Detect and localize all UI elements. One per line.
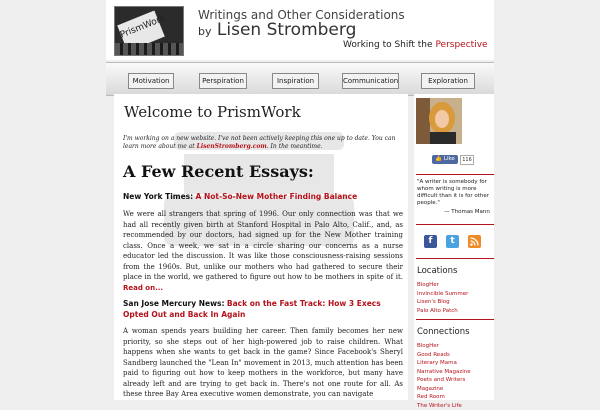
list-item xyxy=(417,298,468,307)
connection-link[interactable]: Literary Mama xyxy=(417,360,457,366)
connection-link[interactable]: Red Room xyxy=(417,394,445,400)
intro-body: I'm working on a new website. I've not been actively keeping this one up to date. You can learn more about me at xyxy=(123,135,395,150)
location-link[interactable]: Invincible Summer xyxy=(417,291,468,297)
essay2-source: San Jose Mercury News: xyxy=(123,299,225,308)
tagline xyxy=(343,40,488,50)
tagline-prefix: Working to Shift the xyxy=(343,40,433,50)
like-label: Like xyxy=(444,156,455,162)
essay1-heading xyxy=(123,192,357,201)
connection-link[interactable]: Narrative Magazine xyxy=(417,369,471,375)
essay2-title-link[interactable]: Back on the Fast Track: How 3 Execs Opted Out and Back In Again xyxy=(123,299,381,319)
page-title: Welcome to PrismWork xyxy=(124,103,301,121)
site-title-line2 xyxy=(198,20,356,40)
connections-heading: Connections xyxy=(417,327,470,337)
like-count: 116 xyxy=(460,155,474,165)
intro-link[interactable]: LisenStromberg.com xyxy=(197,143,267,150)
essay2-body: A woman spends years building her career. Then family becomes her new priority, so she steps out of her high-powered job to raise children. What happens when she wants to get back in the game? Since Facebook's Sheryl Sandberg launched the "Lean In" movement in 2013, much attention has been paid to figuring out how to keep mothers in the workforce, but many have already left and are trying to get back in. There's not one route for all. As these three Bay Area executive women demonstrate, you can navigate xyxy=(123,326,403,400)
nav-communication[interactable]: Communication xyxy=(342,73,399,89)
author-name: Lisen Stromberg xyxy=(217,20,356,40)
list-item xyxy=(417,351,471,360)
read-on-link[interactable]: Read on... xyxy=(123,284,163,292)
nav-motivation[interactable]: Motivation xyxy=(128,73,174,89)
connection-link[interactable]: The Writer's Life xyxy=(417,403,462,409)
tagline-highlight: Perspective xyxy=(435,40,487,50)
location-link[interactable]: Palo Alto Patch xyxy=(417,308,458,314)
connection-link[interactable]: Magazine xyxy=(417,386,443,392)
connection-link[interactable]: BlogHer xyxy=(417,343,439,349)
list-item xyxy=(417,307,468,316)
facebook-icon[interactable]: f xyxy=(424,235,437,248)
location-link[interactable]: BlogHer xyxy=(417,282,439,288)
locations-list xyxy=(417,281,468,315)
list-item xyxy=(417,368,471,377)
main-nav xyxy=(106,62,494,96)
essays-heading: A Few Recent Essays: xyxy=(123,162,314,181)
sidebar-quote: "A writer is somebody for whom writing is more difficult than it is for other people." xyxy=(417,179,493,207)
list-item xyxy=(417,290,468,299)
divider xyxy=(416,258,494,259)
list-item xyxy=(417,342,471,351)
connections-list xyxy=(417,342,471,410)
list-item xyxy=(417,402,471,410)
list-item xyxy=(417,385,471,394)
list-item xyxy=(417,359,471,368)
connection-link[interactable]: Good Reads xyxy=(417,352,450,358)
site-title-line1: Writings and Other Considerations xyxy=(198,8,405,22)
quote-author: — Thomas Mann xyxy=(444,209,490,215)
list-item xyxy=(417,393,471,402)
twitter-icon[interactable]: t xyxy=(446,235,459,248)
divider xyxy=(416,174,494,175)
essay1-title-link[interactable]: A Not-So-New Mother Finding Balance xyxy=(196,192,358,201)
essay2-heading xyxy=(123,298,403,320)
nav-exploration[interactable]: Exploration xyxy=(421,73,475,89)
divider xyxy=(416,319,494,320)
essay1-text: We were all strangers that spring of 1996. Our only connection was that we had all recently given birth at Stanford Hospital in Palo Alto, Calif., and, as recommended by our doctors, had signed up for the New Mother training class. Once a week, we sat in a circle sharing our concerns as a nurse educator led the discussion. It was like those consciousness-raising sessions from the 1960s. But, unlike our mothers who had gathered to secure their place in the world, we gathered to figure out how to be mothers in spite of it. xyxy=(123,210,403,281)
thumbs-up-icon: 👍 xyxy=(435,156,442,162)
typewriter-keys-graphic xyxy=(115,43,183,55)
list-item xyxy=(417,281,468,290)
rss-glyph xyxy=(468,235,481,248)
profile-photo xyxy=(416,98,462,144)
facebook-like-button[interactable] xyxy=(432,155,458,164)
essay1-source: New York Times: xyxy=(123,192,193,201)
location-link[interactable]: Lisen's Blog xyxy=(417,299,450,305)
site-logo[interactable] xyxy=(114,6,184,56)
intro-text xyxy=(123,135,401,151)
main-content xyxy=(114,94,408,400)
nav-perspiration[interactable]: Perspiration xyxy=(199,73,247,89)
rss-icon[interactable] xyxy=(468,235,481,248)
title-by: by xyxy=(198,25,212,38)
essay1-body xyxy=(123,209,403,293)
logo-text: PrismWork xyxy=(119,13,167,40)
list-item xyxy=(417,376,471,385)
divider xyxy=(416,224,494,225)
connection-link[interactable]: Poets and Writers xyxy=(417,377,465,383)
nav-inspiration[interactable]: Inspiration xyxy=(272,73,319,89)
locations-heading: Locations xyxy=(417,266,457,276)
intro-suffix: . In the meantime. xyxy=(267,143,323,150)
